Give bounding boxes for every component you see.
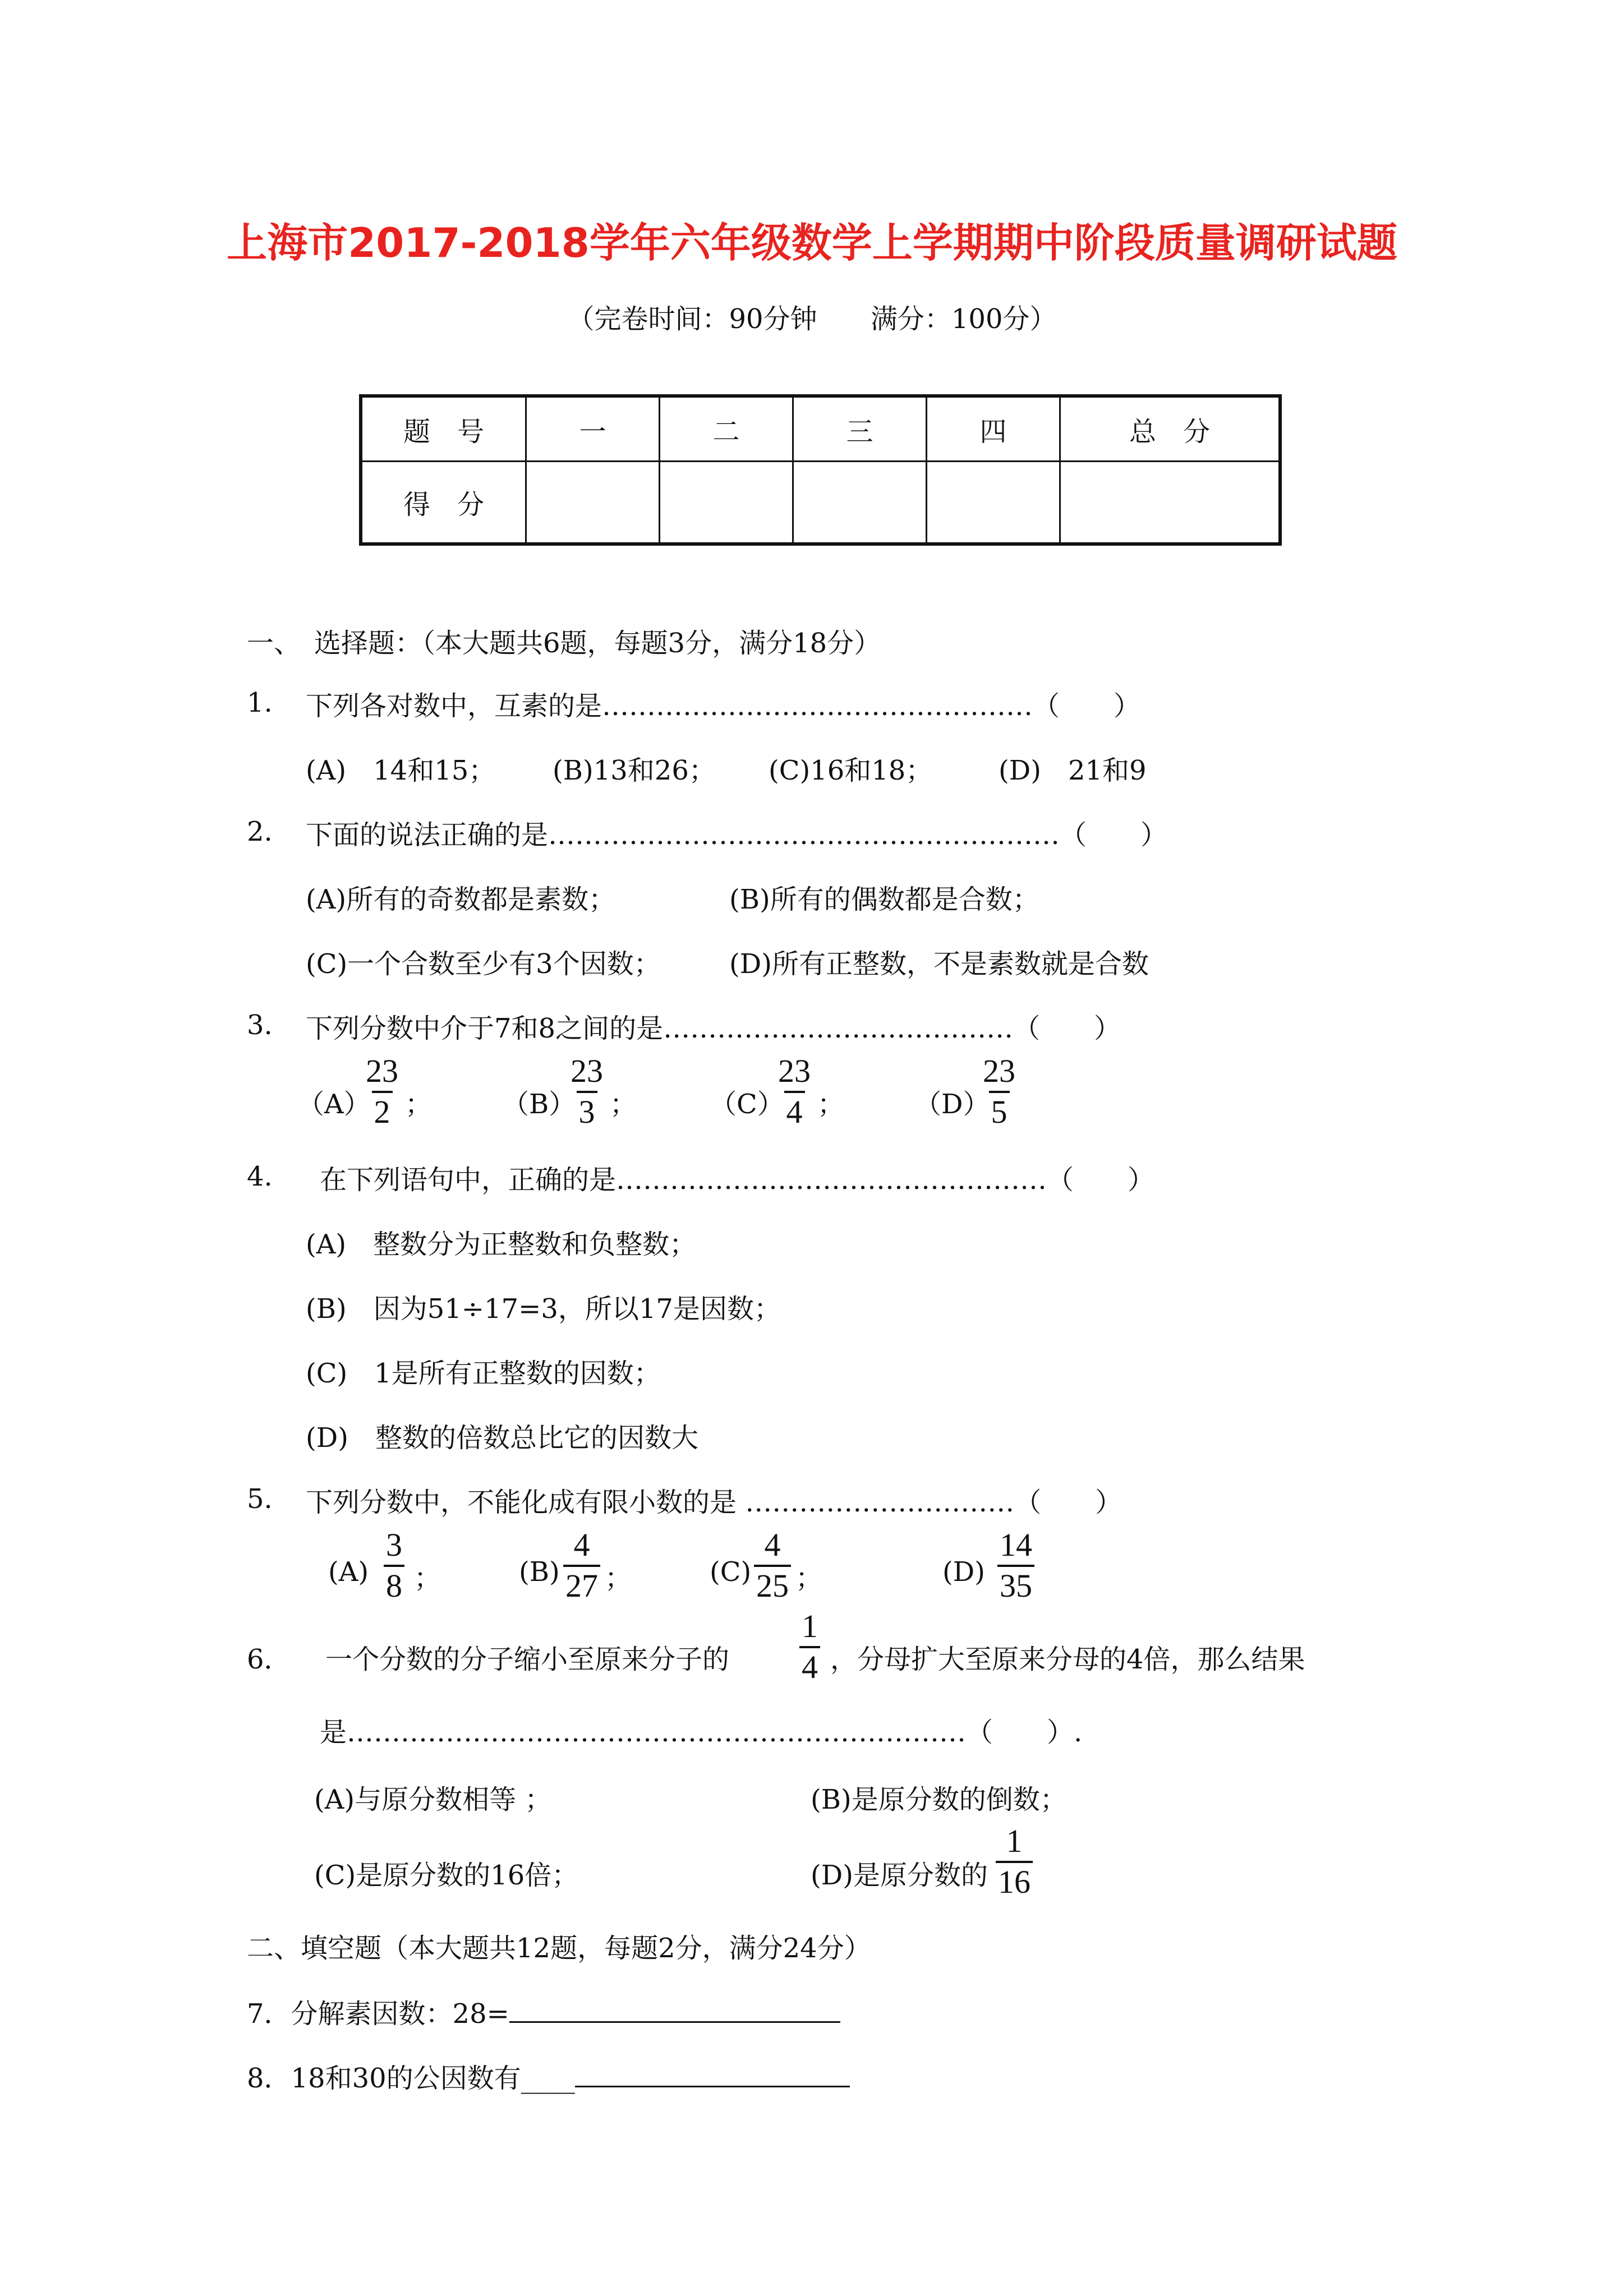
- q3-option-b-label: （B）: [502, 1089, 576, 1120]
- question-6-stem-part2: ，分母扩大至原来分母的4倍，那么结果: [830, 1644, 1305, 1675]
- q6-option-c: (C)是原分数的16倍；: [314, 1860, 579, 1891]
- score-header-cell: 三: [793, 396, 927, 462]
- question-number: 1.: [247, 687, 273, 718]
- section-2-heading: 二、填空题（本大题共12题，每题2分，满分24分）: [247, 1933, 871, 1964]
- page-title: 上海市2017-2018学年六年级数学上学期期中阶段质量调研试题: [227, 219, 1397, 266]
- separator: ；: [817, 1089, 845, 1120]
- q5-option-a-label: (A): [328, 1556, 369, 1588]
- score-cell: [793, 462, 927, 545]
- exam-time: （完卷时间：90分钟: [567, 303, 817, 335]
- q1-option-a: (A) 14和15；: [306, 755, 496, 786]
- question-8: [247, 2057, 850, 2095]
- q2-option-a: (A)所有的奇数都是素数；: [306, 884, 616, 915]
- question-6-stem-part3: 是……………………………………………………………（ ）.: [320, 1717, 1083, 1748]
- question-5-stem: 下列分数中，不能化成有限小数的是 …………………………（ ）: [306, 1487, 1122, 1518]
- numerator: 3: [386, 1527, 402, 1563]
- section-1-heading: 一、 选择题：（本大题共6题，每题3分，满分18分）: [247, 628, 881, 659]
- denominator: 8: [384, 1565, 404, 1603]
- denominator: 2: [372, 1091, 393, 1129]
- score-header-cell: 题 号: [361, 396, 526, 462]
- exam-full-score: 满分：100分）: [870, 303, 1057, 335]
- numerator: 4: [573, 1527, 590, 1563]
- question-4-stem: 在下列语句中，正确的是…………………………………………（ ）: [320, 1164, 1155, 1196]
- question-6-stem-part1: 一个分数的分子缩小至原来分子的: [325, 1644, 730, 1675]
- q3-option-c-fraction: [776, 1054, 813, 1129]
- denominator: 35: [997, 1565, 1034, 1603]
- score-table: [359, 394, 1282, 546]
- denominator: 4: [799, 1646, 820, 1685]
- q3-option-a-label: （A）: [297, 1089, 371, 1120]
- score-header-cell: 一: [526, 396, 660, 462]
- denominator: 5: [989, 1091, 1010, 1129]
- q4-option-c: (C) 1是所有正整数的因数；: [306, 1358, 661, 1389]
- score-table-row: [361, 462, 1280, 545]
- question-8-text: 8．18和30的公因数有____: [247, 2063, 575, 2094]
- question-number: 4.: [247, 1161, 273, 1192]
- q4-option-a: (A) 整数分为正整数和负整数；: [306, 1229, 697, 1260]
- q5-option-d-fraction: [997, 1528, 1034, 1603]
- q2-option-b: (B)所有的偶数都是合数；: [729, 884, 1039, 915]
- numerator: 23: [571, 1053, 603, 1089]
- q3-option-c-label: （C）: [710, 1089, 784, 1120]
- q5-option-b-label: (B): [519, 1556, 560, 1588]
- q4-option-b: (B) 因为51÷17=3，所以17是因数；: [306, 1293, 781, 1325]
- denominator: 3: [577, 1091, 597, 1129]
- question-1-stem: 下列各对数中，互素的是…………………………………………（ ）: [306, 690, 1141, 722]
- separator: ；: [795, 1562, 823, 1594]
- q3-option-d-fraction: [981, 1054, 1018, 1129]
- question-number: 5.: [247, 1483, 273, 1515]
- numerator: 23: [778, 1053, 811, 1089]
- question-number: 6．: [247, 1644, 291, 1675]
- numerator: 4: [764, 1527, 781, 1563]
- q1-option-b: (B)13和26；: [553, 755, 716, 786]
- score-cell: [927, 462, 1060, 545]
- q6-stem-fraction: [799, 1610, 820, 1685]
- score-header-cell: 总 分: [1060, 396, 1281, 462]
- numerator: 14: [1000, 1527, 1032, 1563]
- score-table-header-row: [361, 396, 1280, 462]
- q6-option-a: (A)与原分数相等 ；: [314, 1784, 552, 1815]
- q5-option-a-fraction: [384, 1528, 404, 1603]
- question-7: [247, 1992, 840, 2031]
- question-number: 3.: [247, 1009, 273, 1041]
- numerator: 23: [983, 1053, 1015, 1089]
- separator: ；: [405, 1089, 433, 1120]
- q5-option-d-label: (D): [942, 1556, 985, 1588]
- denominator: 25: [754, 1565, 791, 1603]
- q3-option-d-label: （D）: [914, 1089, 990, 1120]
- q6-option-d: (D)是原分数的: [811, 1860, 988, 1891]
- q3-option-b-fraction: [568, 1054, 605, 1129]
- score-cell: [1060, 462, 1281, 545]
- q5-option-c-fraction: [754, 1528, 791, 1603]
- answer-blank[interactable]: [509, 2021, 840, 2023]
- question-7-text: 7．分解素因数：28=: [247, 1998, 509, 2030]
- numerator: 1: [1006, 1823, 1023, 1859]
- q6-option-b: (B)是原分数的倒数；: [811, 1784, 1067, 1815]
- q2-option-d: (D)所有正整数，不是素数就是合数: [729, 948, 1149, 980]
- q4-option-d: (D) 整数的倍数总比它的因数大: [306, 1422, 698, 1454]
- question-3-stem: 下列分数中介于7和8之间的是…………………………………（ ）: [306, 1013, 1121, 1044]
- denominator: 4: [784, 1091, 805, 1129]
- numerator: 1: [802, 1608, 818, 1644]
- score-header-cell: 二: [660, 396, 793, 462]
- denominator: 27: [563, 1565, 600, 1603]
- answer-blank[interactable]: [575, 2086, 850, 2087]
- question-2-stem: 下面的说法正确的是…………………………………………………（ ）: [306, 819, 1168, 851]
- exam-info: [0, 297, 1624, 336]
- q3-option-a-fraction: [364, 1054, 401, 1129]
- q1-option-c: (C)16和18；: [769, 755, 933, 786]
- denominator: 16: [996, 1861, 1033, 1899]
- score-header-cell: 四: [927, 396, 1060, 462]
- separator: ；: [610, 1089, 637, 1120]
- q5-option-b-fraction: [563, 1528, 600, 1603]
- question-number: 2.: [247, 816, 273, 847]
- score-cell: [526, 462, 660, 545]
- q2-option-c: (C)一个合数至少有3个因数；: [306, 948, 661, 980]
- q5-option-c-label: (C): [710, 1556, 752, 1588]
- separator: ；: [605, 1562, 632, 1594]
- score-cell: [660, 462, 793, 545]
- numerator: 23: [366, 1053, 398, 1089]
- separator: ；: [414, 1562, 441, 1594]
- q6-option-d-fraction: [996, 1824, 1033, 1899]
- score-row-label: 得 分: [361, 462, 526, 545]
- q1-option-d: (D) 21和9: [999, 755, 1147, 786]
